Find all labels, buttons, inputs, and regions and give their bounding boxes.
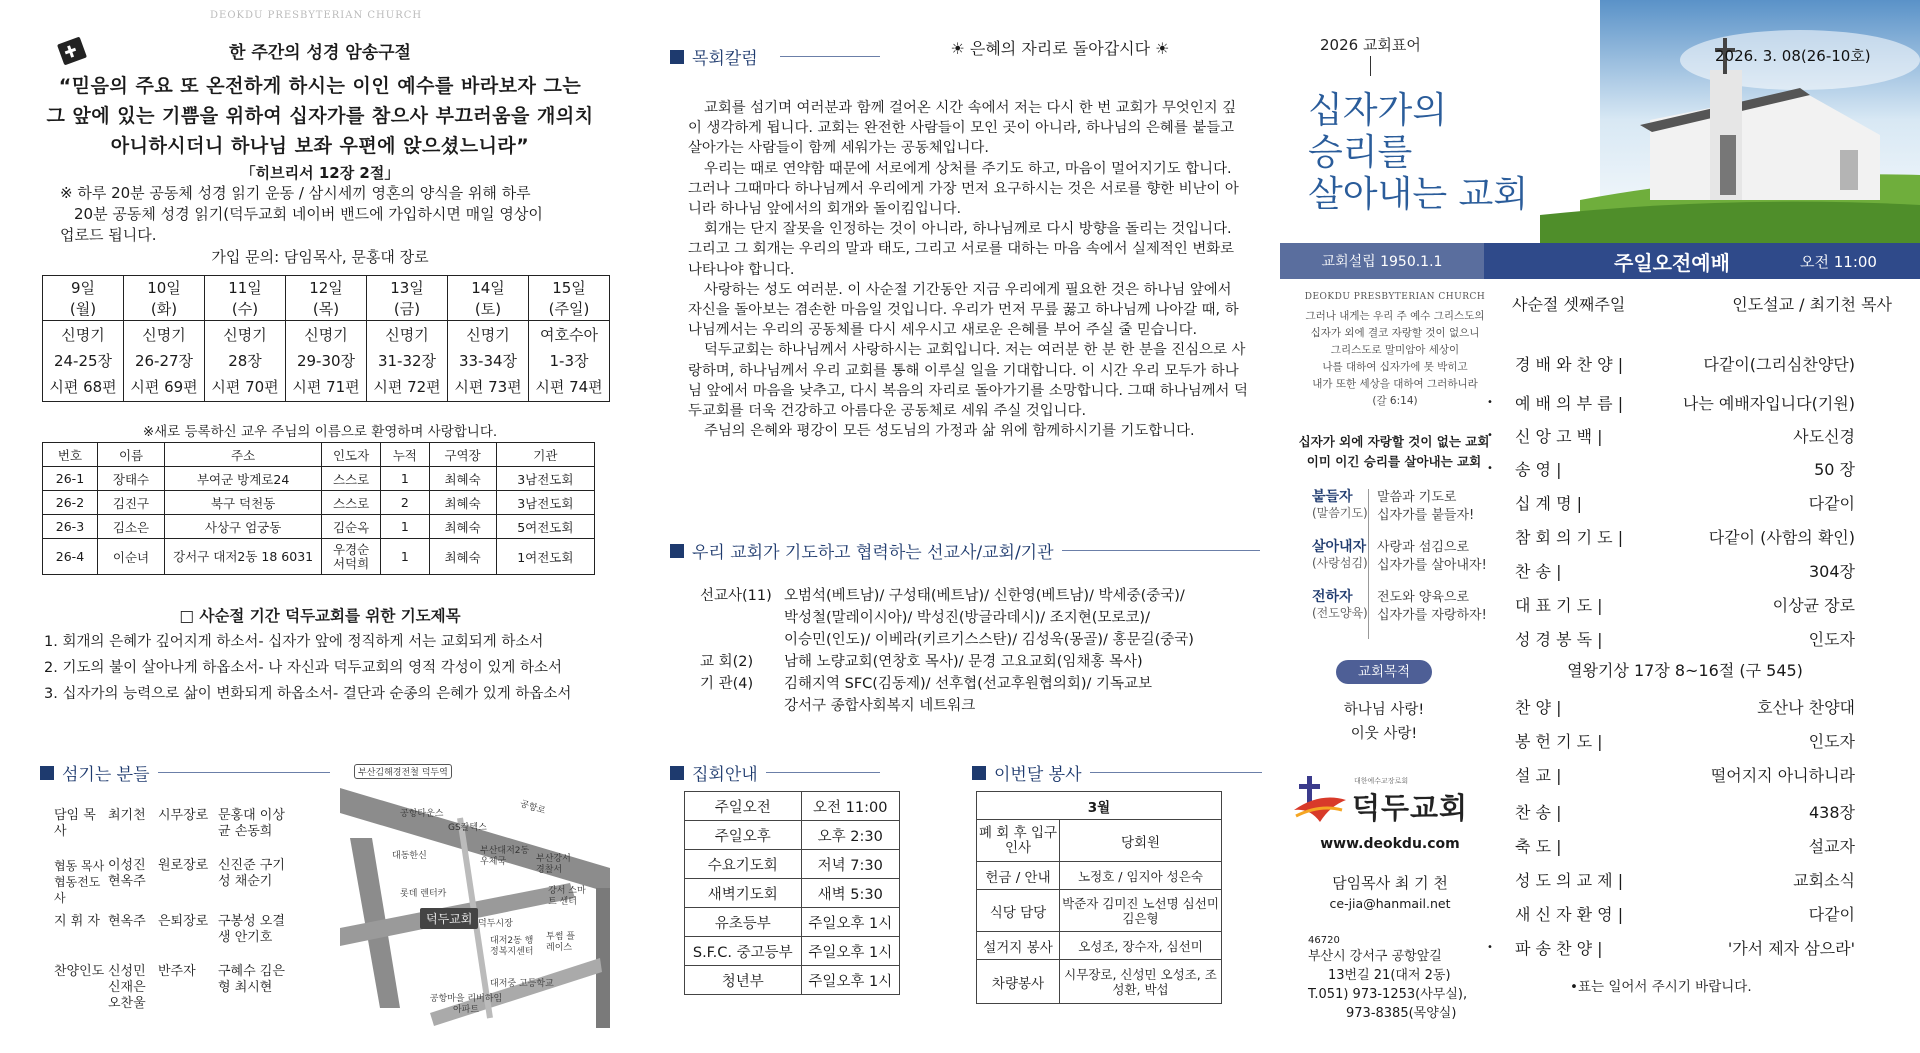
calendar-reading-row (43, 321, 610, 402)
list-item: 이승민(인도)/ 이베라(키르기스스탄)/ 김성욱(몽골)/ 홍문길(중국) (784, 632, 1194, 648)
list-item: 선교사(11) 오범석(베트남)/ 구성태(베트남)/ 신한영(베트남)/ 박세중(중국)/ (700, 588, 1185, 604)
reading-line: 업로드 됩니다. (60, 226, 157, 244)
map-label: 공항타운스 (400, 809, 444, 819)
section-marker (670, 766, 684, 780)
divider (158, 772, 330, 773)
order-item: 십 계 명 | 다같이 (1515, 493, 1855, 513)
virtue-item: 전하자 (전도양육) 전도와 양육으로 십자가를 자랑하자! (1312, 589, 1502, 639)
table-row: 식당 담당 박준자 김미진 노선명 심선미 김은형 (977, 890, 1222, 932)
table-row: 26-3 김소은 사상구 엄궁동 김순옥 1 최혜숙 5여전도회 (43, 515, 595, 539)
motto-line: 십자가의 (1308, 90, 1448, 131)
col-header: 기관 (496, 443, 594, 467)
service-banner (1280, 243, 1920, 279)
calendar-day: 15일 (주일) (529, 276, 610, 321)
virtue-item: 살아내자 (사랑섬김) 사랑과 섬김으로 십자가를 살아내자! (1312, 539, 1502, 589)
table-row: 폐 회 후 입구인사 당회원 (977, 820, 1222, 862)
mission-list (700, 585, 1280, 717)
table-row: 주일오후 오후 2:30 (685, 821, 900, 850)
map-road: 공항로 (518, 799, 547, 817)
newcomer-table (42, 442, 595, 575)
logo-name: 덕두교회 (1352, 791, 1469, 825)
reading-calendar (42, 275, 610, 402)
column-label: 목회칼럼 (692, 49, 758, 69)
mission-label: 우리 교회가 기도하고 협력하는 선교사/교회/기관 (692, 543, 1054, 563)
reading-line: 20분 공동체 성경 읽기(덕두교회 네이버 밴드에 가입하시면 매일 영상이 (74, 205, 543, 223)
table-row: 청년부 주일오후 1시 (685, 966, 900, 995)
map-label: 대저2동 행정복지센터 (490, 936, 534, 957)
server-row: 협동 목사 협동전도사 이성진 현옥주 원로장로 신진준 구기성 채순기 (54, 858, 285, 905)
calendar-reading: 여호수아 1-3장 시편 74편 (529, 321, 610, 402)
order-item: 대 표 기 도 | 이상균 장로 (1515, 595, 1855, 615)
calendar-reading: 신명기 29-30장 시편 71편 (286, 321, 367, 402)
server-row: 찬양인도 신성민 신재은 오찬울 반주자 구혜수 김은형 최시현 (54, 964, 285, 1011)
email-link[interactable]: ce-jia@hanmail.net (1329, 896, 1451, 911)
schedule-table (684, 791, 900, 995)
col-header: 이름 (97, 443, 164, 467)
volunteer-label: 이번달 봉사 (994, 765, 1082, 785)
table-row: 26-1 장태수 부여군 방계로24 스스로 1 최혜숙 3남전도회 (43, 467, 595, 491)
server-row: 지 휘 자 현옥주 은퇴장로 구봉성 오결생 안기호 (54, 914, 285, 945)
purpose-badge: 교회목적 (1336, 660, 1432, 684)
verse-line: 그 앞에 있는 기쁨을 위하여 십자가를 참으사 부끄러움을 개의치 (46, 105, 594, 127)
newcomer-header (43, 443, 595, 467)
map-label: 부산대저2동 우체국 (480, 846, 530, 867)
order-item: 경 배 와 찬 양 | 다같이(그리심찬양단) (1515, 354, 1855, 374)
sermon-header (1512, 292, 1892, 315)
reading-line: ※ 하루 20분 공동체 성경 읽기 운동 / 삼시세끼 영혼의 양식을 위해 하루 (60, 184, 531, 202)
calendar-reading: 신명기 26-27장 시편 69편 (124, 321, 205, 402)
list-item: 교 회(2) 남해 노량교회(연창호 목사)/ 문경 고요교회(임채홍 목사) (700, 654, 1143, 670)
schedule-label: 집회안내 (692, 765, 758, 785)
reading-campaign (60, 183, 600, 246)
verse-line: 아니하시더니 하나님 보좌 우편에 앉으셨느니라” (110, 135, 530, 157)
virtue-list (1312, 489, 1502, 639)
church-slogan: 십자가 외에 자랑할 것이 없는 교회 이미 이긴 승리를 살아내는 교회 (1298, 434, 1490, 469)
calendar-day: 14일 (토) (448, 276, 529, 321)
pastor-name: 담임목사 최 기 천 (1332, 874, 1448, 892)
section-marker (670, 50, 684, 64)
table-row: 설거지 봉사 오성조, 장수자, 심선미 (977, 932, 1222, 960)
divider (1062, 550, 1260, 551)
column-body (688, 98, 1248, 441)
order-item: • 파 송 찬 양 | '가서 제자 삼으라' (1487, 938, 1855, 958)
calendar-header-row (43, 276, 610, 321)
map-label: 강서 스마트 센터 (548, 886, 586, 907)
calendar-day: 10일 (화) (124, 276, 205, 321)
calendar-reading: 신명기 31-32장 시편 72편 (367, 321, 448, 402)
order-item: • 송 영 | 50 장 (1487, 459, 1855, 479)
column-title: ☀ 은혜의 자리로 돌아갑시다 ☀ (880, 36, 1240, 59)
church-watermark: DEOKDU PRESBYTERIAN CHURCH (210, 10, 423, 21)
servers-title: 섬기는 분들 (62, 765, 150, 785)
column-paragraph: 우리는 때로 연약함 때문에 서로에게 상처를 주기도 하고, 마음이 멀어지기도 합니다. 그러나 그때마다 하나님께서 우리에게 가장 먼저 요구하시는 것은 서로를 향한 비난이 아니라 하나님 앞에서의 회개와 돌이킴입니다. (688, 160, 1239, 218)
divider (766, 772, 880, 773)
col-header: 주소 (165, 443, 322, 467)
verse-line: “믿음의 주요 또 온전하게 하시는 이인 예수를 바라보자 그는 (58, 75, 582, 97)
calendar-day: 12일 (목) (286, 276, 367, 321)
church-purpose: 하나님 사랑! 이웃 사랑! (1343, 702, 1425, 742)
divider (1090, 772, 1262, 773)
servers-header (40, 760, 330, 785)
church-motto (1308, 90, 1528, 216)
newcomer-note: ※새로 등록하신 교우 주님의 이름으로 환영하며 사랑합니다. (142, 424, 498, 440)
prayer-item: 3. 십자가의 능력으로 삶이 변화되게 하옵소서- 결단과 순종의 은혜가 있게 하옵소서 (44, 686, 572, 702)
map-label: 롯데 렌터카 (400, 889, 447, 899)
table-row: 26-4 이순녀 강서구 대저2동 18 6031 우경순 서덕희 1 최혜숙 1여전도회 (43, 539, 595, 575)
scripture-reference: 열왕기상 17장 8~16절 (구 545) (1567, 661, 1803, 680)
divider (1370, 56, 1371, 76)
servers-list (54, 808, 314, 1030)
sermon-week: 사순절 셋째주일 (1512, 295, 1626, 314)
prayer-item: 2. 기도의 불이 살아나게 하옵소서- 나 자신과 덕두교회의 영적 각성이 있게 하소서 (44, 660, 562, 676)
panel-left (0, 0, 640, 1053)
sermon-leader: 인도설교 / 최기천 목사 (1732, 295, 1892, 314)
volunteer-table (976, 791, 1222, 1004)
founded-date: 교회설립 1950.1.1 (1280, 243, 1484, 279)
calendar-reading: 신명기 33-34장 시편 73편 (448, 321, 529, 402)
calendar-day: 13일 (금) (367, 276, 448, 321)
column-paragraph: 교회를 섬기며 여러분과 함께 걸어온 시간 속에서 저는 다시 한 번 교회가 무엇인지 깊이 생각하게 됩니다. 교회는 완전한 사람들이 모인 곳이 아니라, 하나님의 은혜를 붙들고 살아가는 사람들이 함께 세워가는 공동체입니다. (688, 100, 1237, 157)
order-item: 설 교 | 떨어지지 아니하니라 (1515, 765, 1855, 785)
column-paragraph: 덕두교회는 하나님께서 사랑하시는 교회입니다. 저는 여러분 한 분 한 분을 진심으로 사랑하며, 하나님께서 우리 교회를 통해 이루실 일을 기대합니다. 이 시간 우리 모두가 하나님 앞에서 마음을 낮추고, 다시 복음의 자리로 돌아가기를 소망합니다. 그때 하나님께서 덕두교회를 더욱 건강하고 아름다운 공동체로 세워 주실 것입니다. (688, 342, 1248, 420)
table-row: S.F.C. 중고등부 주일오후 1시 (685, 937, 900, 966)
volunteer-header (972, 760, 1262, 785)
col-header: 누적 (381, 443, 429, 467)
order-item: 봉 헌 기 도 | 인도자 (1515, 731, 1855, 751)
table-row: 3월 (977, 792, 1222, 820)
order-item: 참 회 의 기 도 | 다같이 (사함의 확인) (1515, 527, 1855, 547)
order-item: 새 신 자 환 영 | 다같이 (1515, 904, 1855, 924)
table-row: 새벽기도회 새벽 5:30 (685, 879, 900, 908)
panel-middle (640, 0, 1280, 1053)
theme-verse: 그러나 내게는 우리 주 예수 그리스도의 십자가 외에 결코 자랑할 것이 없으니 그리스도로 말미암아 세상이 나를 대하여 십자가에 못 박히고 내가 또한 세상을 대하여 그러하니라 (갈 6:14) (1305, 310, 1485, 407)
column-paragraph: 주님의 은혜와 평강이 모든 성도님의 가정과 삶 위에 함께하시기를 기도합니다. (704, 423, 1195, 440)
list-item: 기 관(4) 김해지역 SFC(김동제)/ 선후협(선교후원협의회)/ 기독교보 (700, 676, 1153, 692)
server-row: 담임 목사 최기천 시무장로 문홍대 이상균 손동희 (54, 808, 285, 839)
map-label: 투썸 플레이스 (546, 932, 575, 953)
prayer-item: 1. 회개의 은혜가 깊어지게 하소서- 십자가 앞에 정직하게 서는 교회되게 하소서 (44, 634, 544, 650)
map-label: 대동한신 (392, 851, 427, 861)
column-paragraph: 회개는 단지 잘못을 인정하는 것이 아니라, 하나님께로 다시 방향을 돌리는 것입니다. 그리고 그 회개는 우리의 말과 태도, 그리고 서로를 대하는 마음 속에서 실제적인 변화로 나타나야 합니다. (688, 221, 1235, 278)
church-address: 46720 부산시 강서구 공항앞길 13번길 21(대저 2동) T.051) 973-1253(사무실), 973-8385(목양실) (1308, 935, 1468, 1021)
map-church-marker: 덕두교회 (420, 908, 478, 929)
order-item: 찬 양 | 호산나 찬양대 (1515, 697, 1855, 717)
order-item: 찬 송 | 438장 (1515, 802, 1855, 822)
memory-verse-title: 한 주간의 성경 암송구절 (229, 43, 411, 63)
table-row: 26-2 김진구 북구 덕천동 스스로 2 최혜숙 3남전도회 (43, 491, 595, 515)
col-header: 구역장 (429, 443, 496, 467)
list-item: 박성철(말레이시아)/ 박성진(방글라데시)/ 조지현(모로코)/ (784, 610, 1150, 626)
map-label: GS칼텍스 (448, 823, 487, 833)
table-row: 수요기도회 저녁 7:30 (685, 850, 900, 879)
table-row: 헌금 / 안내 노정호 / 임지아 성은숙 (977, 862, 1222, 890)
order-item: • 신 앙 고 백 | 사도신경 (1487, 426, 1855, 446)
order-item: 축 도 | 설교자 (1515, 836, 1855, 856)
map-label: 공항마을 리버하임 아파트 (429, 994, 503, 1015)
bulletin-date: 2026. 3. 08(26-10호) (1715, 47, 1871, 65)
motto-line: 승리를 (1308, 132, 1413, 173)
motto-label: 2026 교회표어 (1320, 36, 1421, 54)
list-item: 강서구 종합사회복지 네트워크 (784, 698, 976, 714)
memory-verse (0, 71, 640, 161)
section-marker (40, 766, 54, 780)
table-row: 차량봉사 시무장로, 신성민 오성조, 조성환, 박섭 (977, 960, 1222, 1004)
join-inquiry: 가입 문의: 담임목사, 문홍대 장로 (211, 248, 429, 266)
virtue-item: 붙들자 (말씀기도) 말씀과 기도로 십자가를 붙들자! (1312, 489, 1502, 539)
order-item: 성 도 의 교 제 | 교회소식 (1515, 870, 1855, 890)
map-label: 부산강서 경찰서 (536, 854, 571, 875)
logo-subtitle: 대한예수교장로회 (1354, 777, 1409, 785)
map-station: 부산김해경전철 덕두역 (354, 764, 452, 779)
standing-footnote: •표는 일어서 주시기 바랍니다. (1570, 979, 1752, 995)
prayer-list (44, 629, 571, 707)
cross-logo-icon (1290, 770, 1350, 826)
section-marker (670, 544, 684, 558)
calendar-reading: 신명기 28장 시편 70편 (205, 321, 286, 402)
order-item: 성 경 봉 독 | 인도자 (1515, 629, 1855, 649)
sidebar-info (1300, 292, 1490, 410)
calendar-reading: 신명기 24-25장 시편 68편 (43, 321, 124, 402)
map-label: 덕두시장 (478, 919, 513, 929)
order-item: 찬 송 | 304장 (1515, 561, 1855, 581)
table-row: 유초등부 주일오후 1시 (685, 908, 900, 937)
table-row: 주일오전 오전 11:00 (685, 792, 900, 821)
church-logo (1282, 770, 1492, 828)
church-name-en: DEOKDU PRESBYTERIAN CHURCH (1304, 292, 1486, 302)
column-header (670, 44, 780, 69)
calendar-day: 11일 (수) (205, 276, 286, 321)
order-item: • 예 배 의 부 름 | 나는 예배자입니다(기원) (1487, 393, 1855, 413)
map-label: 대저중 고등학교 (490, 979, 554, 989)
col-header: 인도자 (322, 443, 381, 467)
service-time: 오전 11:00 (1800, 252, 1877, 271)
schedule-header (670, 760, 880, 785)
prayer-title: □ 사순절 기간 덕두교회를 위한 기도제목 (179, 607, 461, 625)
website-link[interactable]: www.deokdu.com (1320, 836, 1460, 852)
column-paragraph: 사랑하는 성도 여러분. 이 사순절 기간동안 지금 우리에게 필요한 것은 하나님 앞에서 자신을 돌아보는 겸손한 마음일 것입니다. 우리가 먼저 무릎 꿇고 하나님께 나아갈 때, 하나님께서는 우리의 공동체를 다시 세우시고 새로운 은혜를 부어 주실 줄 믿습니다. (688, 281, 1239, 339)
motto-line: 살아내는 교회 (1308, 174, 1529, 215)
mission-header (670, 538, 1260, 563)
location-map (340, 758, 610, 1028)
verse-reference: 「히브리서 12장 2절」 (240, 164, 400, 182)
service-name: 주일오전예배 (1614, 250, 1730, 275)
section-marker (972, 766, 986, 780)
col-header: 번호 (43, 443, 98, 467)
calendar-day: 9일 (월) (43, 276, 124, 321)
